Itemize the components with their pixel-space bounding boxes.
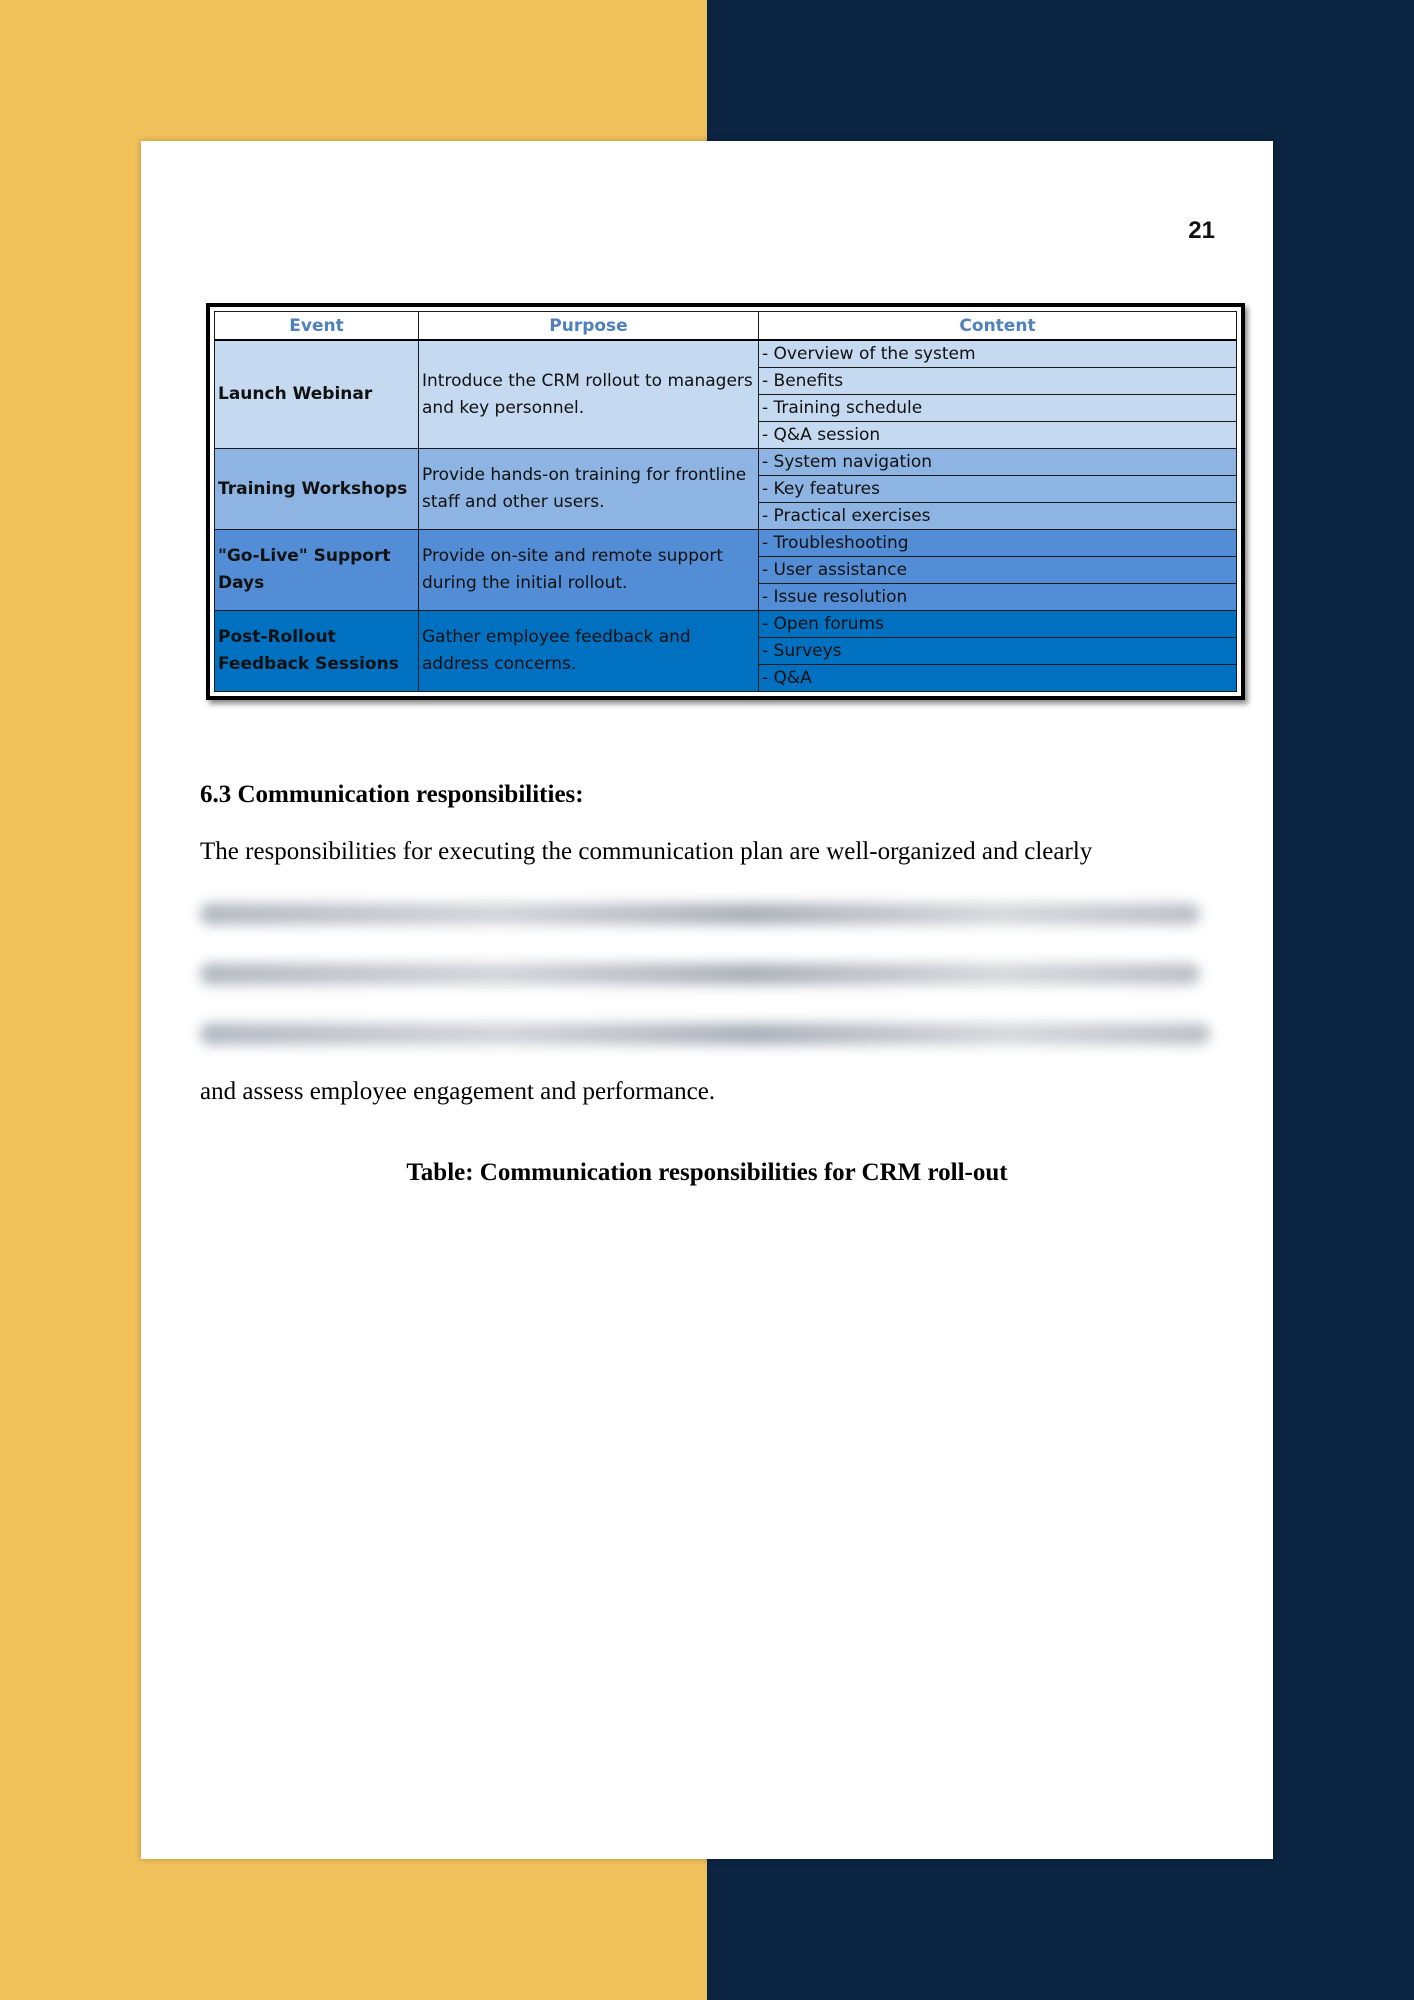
event-cell: "Go-Live" Support Days [215,530,419,611]
table-row [215,611,1237,638]
event-cell: Launch Webinar [215,340,419,449]
content-cell: - Q&A session [759,422,1237,449]
header-event: Event [215,312,419,341]
purpose-cell: Provide hands-on training for frontline staff and other users. [419,449,759,530]
header-purpose: Purpose [419,312,759,341]
table-caption: Table: Communication responsibilities for CRM roll-out [406,1159,1008,1186]
header-content: Content [759,312,1237,341]
event-cell: Post-Rollout Feedback Sessions [215,611,419,692]
content-cell: - System navigation [759,449,1237,476]
content-cell: - User assistance [759,557,1237,584]
table-row [215,449,1237,476]
content-cell: - Training schedule [759,395,1237,422]
blurred-text-line [200,903,1200,925]
event-table-frame [206,303,1245,700]
event-table [214,311,1237,692]
purpose-cell: Gather employee feedback and address concerns. [419,611,759,692]
content-cell: - Issue resolution [759,584,1237,611]
event-cell: Training Workshops [215,449,419,530]
blurred-text-line [200,963,1200,985]
content-cell: - Troubleshooting [759,530,1237,557]
paragraph-last-line: and assess employee engagement and performance. [200,1078,716,1105]
purpose-cell: Provide on-site and remote support during the initial rollout. [419,530,759,611]
table-header-row [215,312,1237,341]
page-number: 21 [1188,217,1215,244]
table-row [215,530,1237,557]
section-heading: 6.3 Communication responsibilities: [200,781,584,808]
content-cell: - Overview of the system [759,340,1237,368]
content-cell: - Surveys [759,638,1237,665]
blurred-text-line [200,1023,1210,1045]
document-page [141,141,1273,1859]
content-cell: - Key features [759,476,1237,503]
content-cell: - Open forums [759,611,1237,638]
content-cell: - Practical exercises [759,503,1237,530]
content-cell: - Q&A [759,665,1237,692]
content-cell: - Benefits [759,368,1237,395]
paragraph-first-line: The responsibilities for executing the communication plan are well-organized and clearly [200,838,1093,865]
purpose-cell: Introduce the CRM rollout to managers and key personnel. [419,340,759,449]
table-row [215,340,1237,368]
